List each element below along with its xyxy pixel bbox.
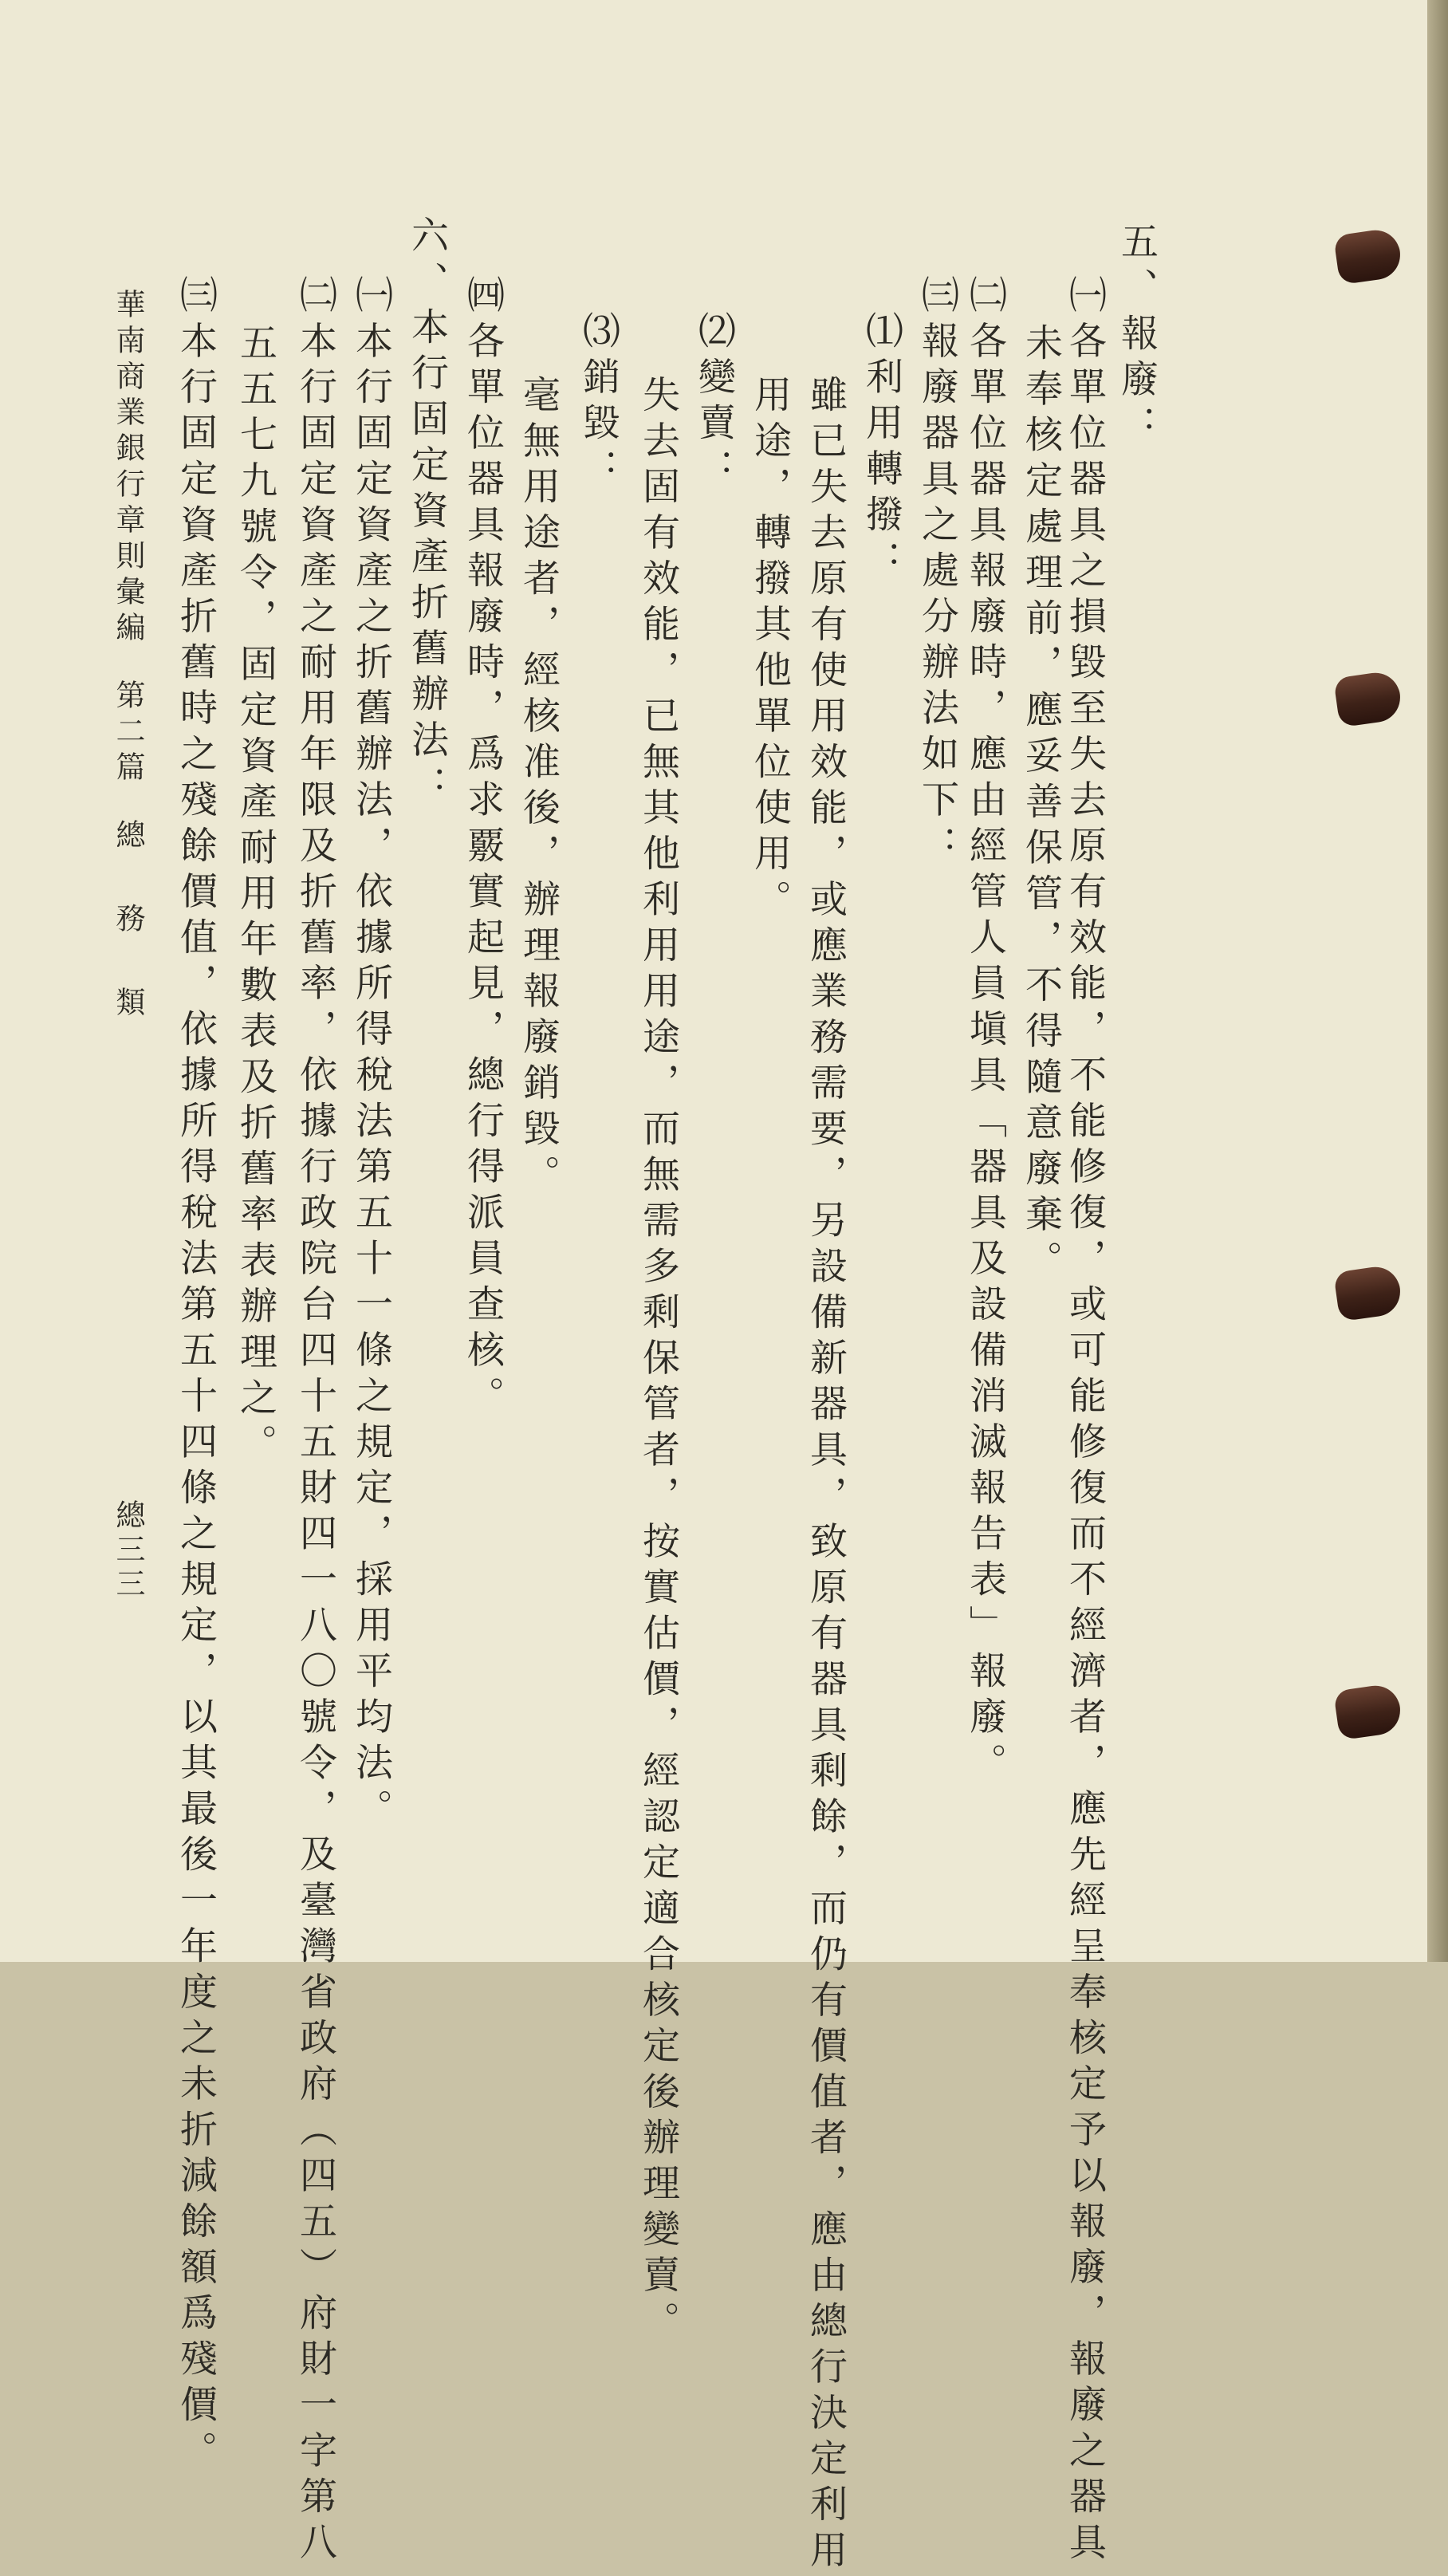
paragraph-line: 失去固有效能，已無其他利用用途，而無需多剩保管者，按實估價，經認定適合核定後辦理變賣。 — [636, 375, 680, 2347]
footer-book-title — [113, 289, 143, 1022]
paragraph-line: 五五七九號令，固定資產耐用年數表及折舊率表辦理之。 — [234, 323, 277, 1470]
paragraph-line: ㈠各單位器具之損毀至失去原有效能，不能修復，或可能修復而不經濟者，應先經呈奉核定予以報廢，報廢之器具 — [1063, 275, 1107, 2568]
paragraph-line: 毫無用途者，經核准後，辦理報廢銷毀。 — [517, 375, 561, 1200]
paragraph-line: ㈢報廢器具之處分辦法如下： — [915, 275, 959, 872]
footer-book-name: 華南商業銀行章則彙編 — [111, 289, 145, 648]
section-heading: 六、本行固定資產折舊辦法： — [405, 215, 449, 812]
sub-item-heading: ⑴利用轉撥： — [860, 311, 903, 586]
page-number: 總三三 — [111, 1499, 145, 1602]
paragraph-line: ㈡各單位器具報廢時，應由經管人員塡具「器具及設備消滅報告表」報廢。 — [963, 275, 1007, 1789]
sub-item-heading: ⑶銷毀： — [576, 311, 620, 494]
footer-category-3: 類 — [111, 987, 145, 1022]
page-edge — [1427, 0, 1448, 1962]
paragraph-line: ㈡本行固定資產之耐用年限及折舊率，依據行政院台四十五財四一八〇號令，及臺灣省政府（四五）府財一字第八 — [293, 275, 337, 2568]
footer-part: 第二篇 — [111, 679, 145, 787]
paragraph-line: 用途，轉撥其他單位使用。 — [748, 375, 792, 925]
section-heading: 五、報廢： — [1115, 222, 1159, 451]
footer-category-1: 總 — [111, 819, 145, 855]
paragraph-line: ㈣各單位器具報廢時，爲求覈實起見，總行得派員查核。 — [461, 275, 505, 1422]
footer-category-2: 務 — [111, 903, 145, 939]
paragraph-line: 未奉核定處理前，應妥善保管，不得隨意廢棄。 — [1019, 323, 1063, 1286]
paragraph-line: ㈠本行固定資產之折舊辦法，依據所得稅法第五十一條之規定，採用平均法。 — [349, 275, 393, 1834]
sub-item-heading: ⑵變賣： — [692, 311, 736, 494]
paragraph-line: ㈢本行固定資產折舊時之殘餘價值，依據所得稅法第五十四條之規定，以其最後一年度之未折減餘額爲殘價。 — [174, 275, 218, 2476]
paragraph-line: 雖已失去原有使用效能，或應業務需要，另設備新器具，致原有器具剩餘，而仍有價值者，應由總行決定利用 — [804, 375, 848, 2576]
